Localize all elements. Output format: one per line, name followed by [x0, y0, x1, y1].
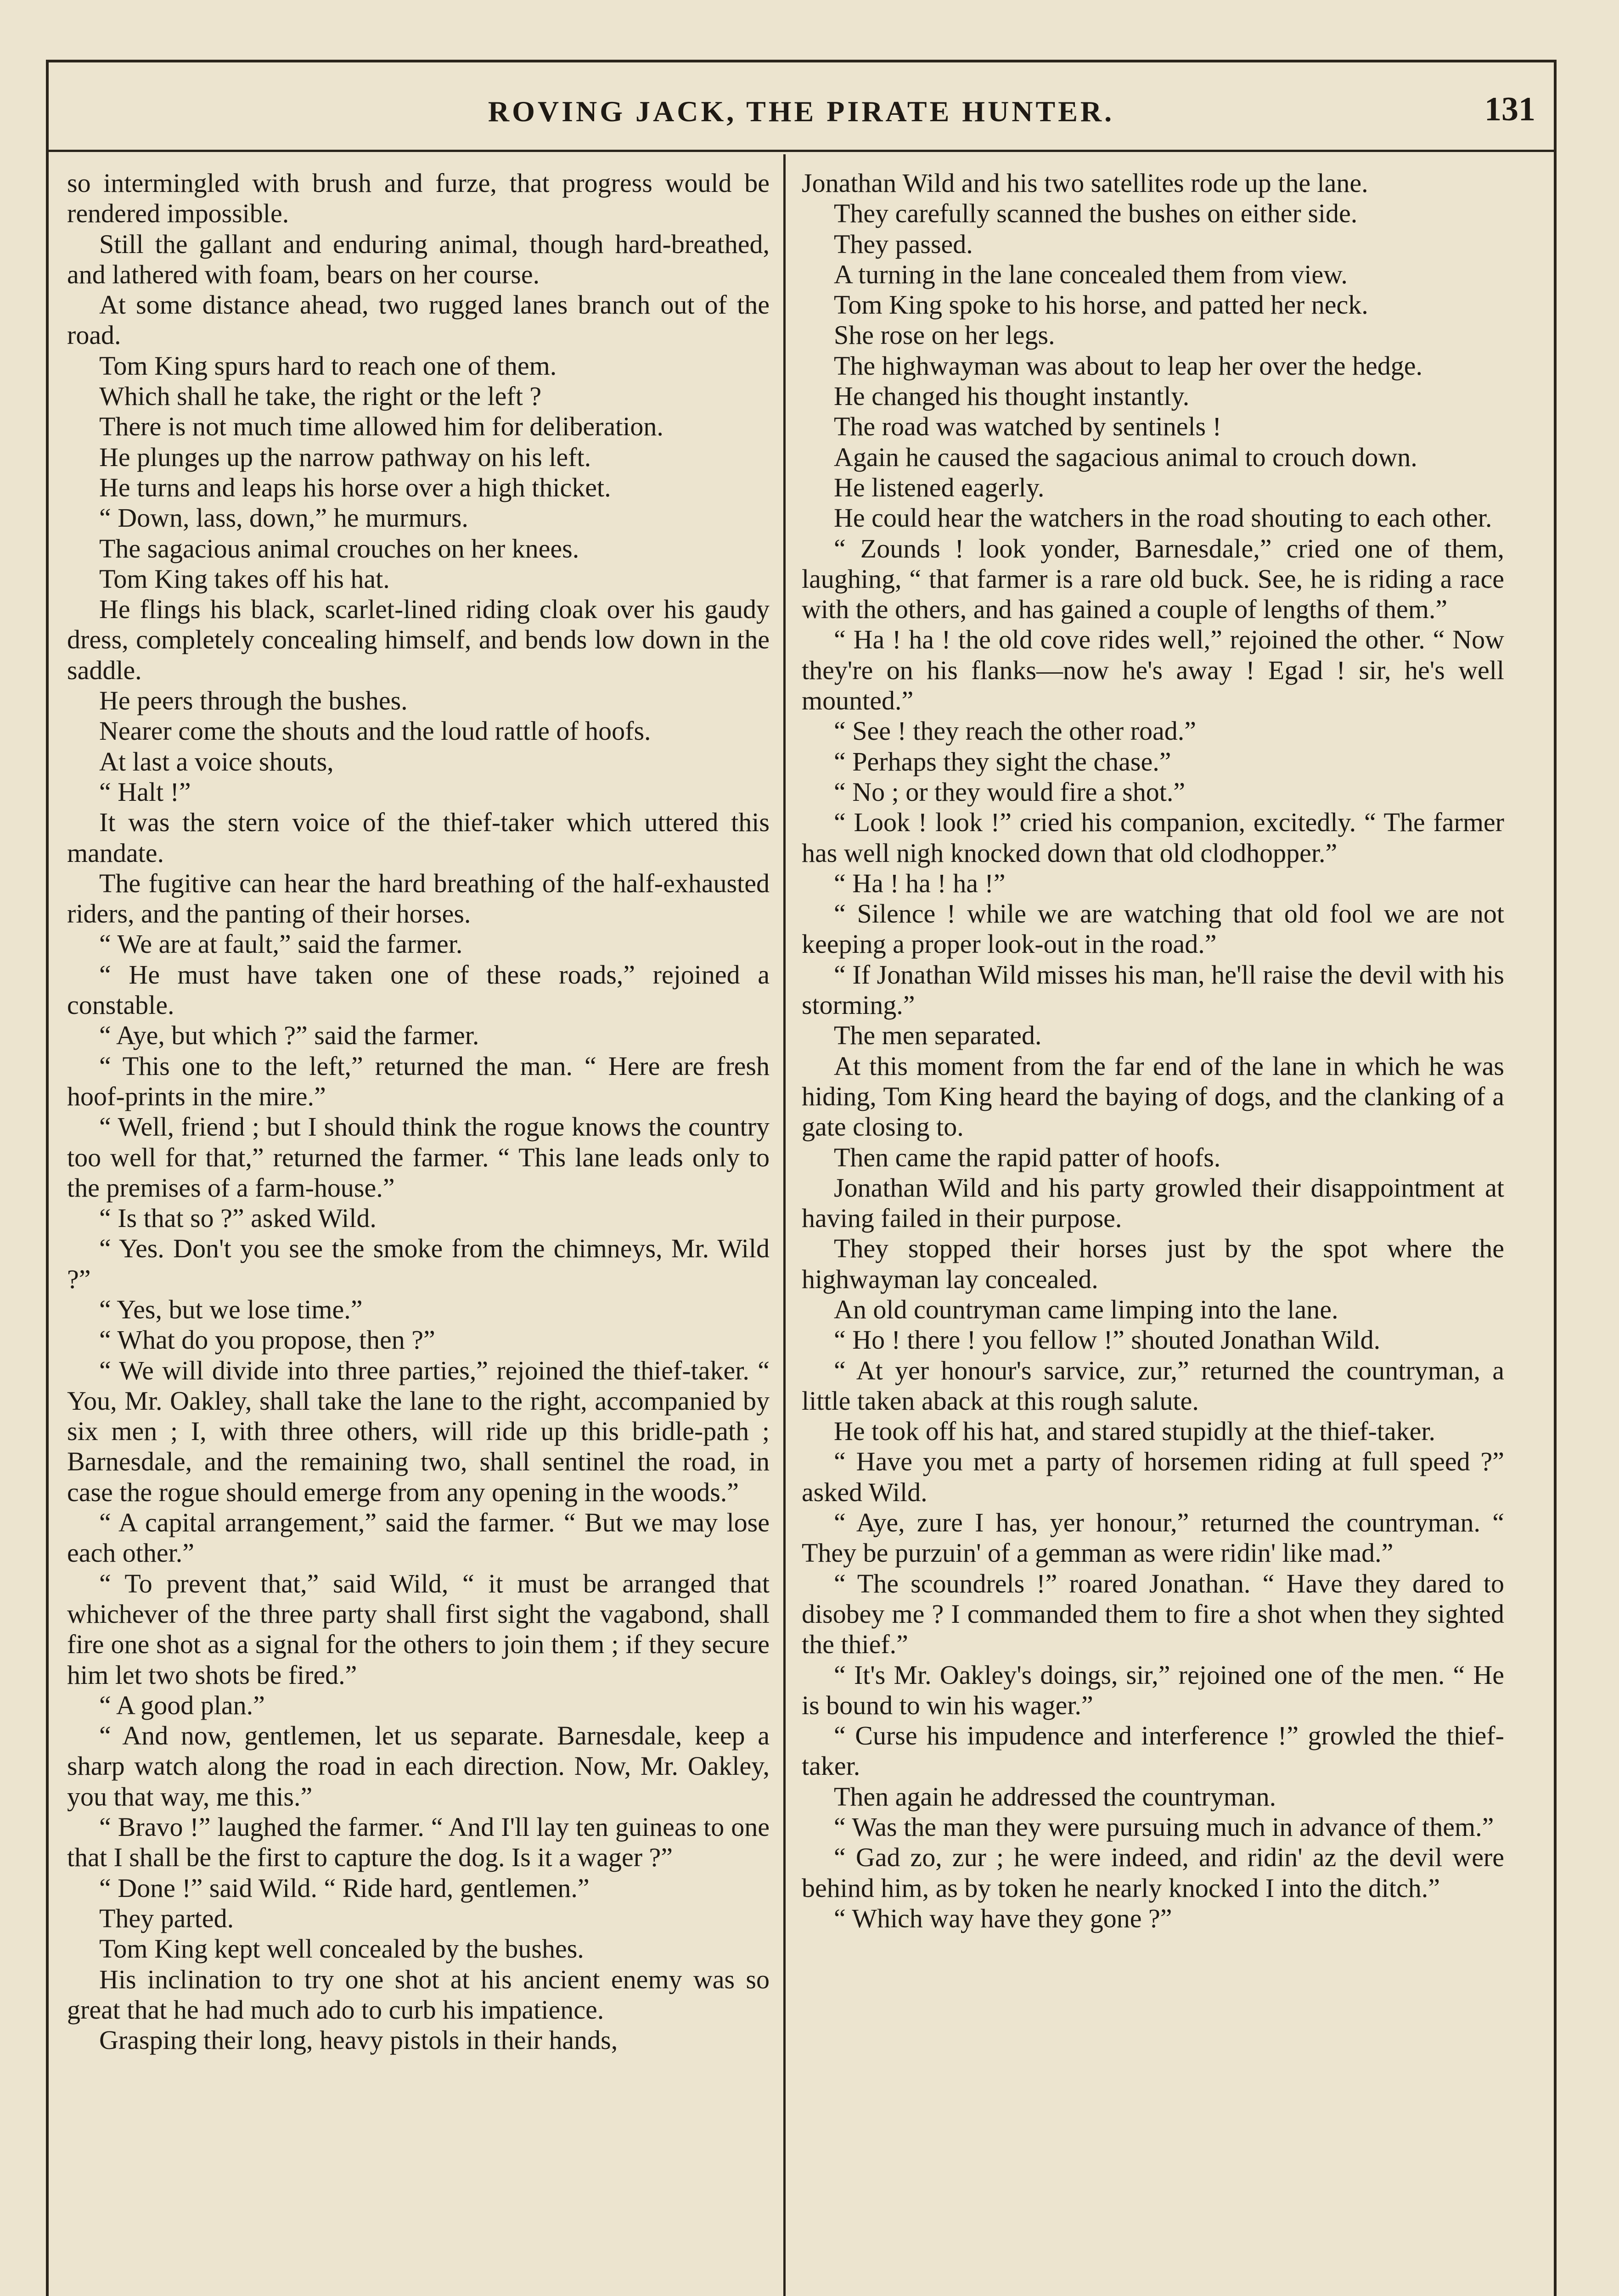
paragraph: “ Bravo !” laughed the farmer. “ And I'll lay ten guineas to one that I shall be the first to capture the dog. Is it a wager ?” [67, 1812, 770, 1873]
paragraph: They stopped their horses just by the spot where the highwayman lay concealed. [802, 1233, 1504, 1294]
paragraph: They parted. [99, 1903, 234, 1933]
paragraph: Jonathan Wild and his party growled their disappointment at having failed in their purpose. [802, 1172, 1504, 1233]
paragraph: Tom King takes off his hat. [99, 563, 390, 594]
paragraph: Grasping their long, heavy pistols in their hands, [99, 2025, 618, 2055]
paragraph: “ See ! they reach the other road.” [834, 716, 1197, 746]
paragraph: “ Have you met a party of horsemen riding at full speed ?” asked Wild. [802, 1446, 1504, 1507]
paragraph: “ What do you propose, then ?” [99, 1325, 435, 1355]
paragraph: Still the gallant and enduring animal, though hard-breathed, and lathered with foam, bears on her course. [67, 229, 770, 289]
paragraph: Again he caused the sagacious animal to crouch down. [834, 442, 1417, 472]
paragraph: “ Perhaps they sight the chase.” [834, 746, 1171, 777]
paragraph: He plunges up the narrow pathway on his left. [99, 442, 591, 472]
paragraph: “ We are at fault,” said the farmer. [99, 929, 463, 959]
column-divider [783, 154, 786, 2296]
paragraph: Tom King kept well concealed by the bushes. [99, 1934, 584, 1964]
paragraph: “ Look ! look !” cried his companion, excitedly. “ The farmer has well nigh knocked down that old clodhopper.” [802, 807, 1504, 868]
paragraph: They carefully scanned the bushes on either side. [834, 198, 1358, 229]
paragraph: “ Done !” said Wild. “ Ride hard, gentlemen.” [99, 1873, 590, 1903]
paragraph: “ And now, gentlemen, let us separate. Barnesdale, keep a sharp watch along the road in each direction. Now, Mr. Oakley, you that way, me this.” [67, 1721, 770, 1812]
paragraph: “ If Jonathan Wild misses his man, he'll raise the devil with his storming.” [802, 959, 1504, 1020]
paragraph: “ Zounds ! look yonder, Barnesdale,” cried one of them, laughing, “ that farmer is a rare old buck. See, he is riding a race with the others, and has gained a couple of lengths of them.” [802, 533, 1504, 625]
paragraph: “ No ; or they would fire a shot.” [834, 777, 1186, 807]
paragraph: A turning in the lane concealed them from view. [834, 259, 1348, 289]
paragraph: He could hear the watchers in the road shouting to each other. [834, 503, 1492, 533]
paragraph: Nearer come the shouts and the loud rattle of hoofs. [99, 716, 651, 746]
paragraph: The fugitive can hear the hard breathing of the half-exhausted riders, and the panting of their horses. [67, 868, 770, 929]
paragraph: “ Well, friend ; but I should think the rogue knows the country too well for that,” returned the farmer. “ This lane leads only to the premises of a farm-house.” [67, 1112, 770, 1203]
page-frame [46, 60, 1557, 2296]
paragraph: “ This one to the left,” returned the man. “ Here are fresh hoof-prints in the mire.” [67, 1051, 770, 1111]
paragraph: “ A capital arrangement,” said the farmer. “ But we may lose each other.” [67, 1508, 770, 1568]
paragraph: He took off his hat, and stared stupidly at the thief-taker. [834, 1416, 1436, 1446]
paragraph: The sagacious animal crouches on her knees. [99, 533, 579, 563]
paragraph: At this moment from the far end of the lane in which he was hiding, Tom King heard the baying of dogs, and the clanking of a gate closing to. [802, 1051, 1504, 1142]
page-number: 131 [1484, 90, 1535, 128]
paragraph: They passed. [834, 229, 973, 259]
paragraph: “ Aye, but which ?” said the farmer. [99, 1020, 479, 1051]
paragraph: “ At yer honour's sarvice, zur,” returned the countryman, a little taken aback at this rough salute. [802, 1355, 1504, 1416]
paragraph: “ Which way have they gone ?” [834, 1903, 1172, 1933]
paragraph: “ It's Mr. Oakley's doings, sir,” rejoined one of the men. “ He is bound to win his wager.” [802, 1660, 1504, 1720]
paragraph: “ The scoundrels !” roared Jonathan. “ Have they dared to disobey me ? I commanded them to fire a shot when they sighted the thief.” [802, 1568, 1504, 1660]
paragraph: It was the stern voice of the thief-taker which uttered this mandate. [67, 807, 770, 868]
paragraph: She rose on her legs. [834, 320, 1055, 350]
paragraph: “ Ha ! ha ! ha !” [834, 868, 1006, 898]
paragraph: The road was watched by sentinels ! [834, 411, 1221, 442]
paragraph: He peers through the bushes. [99, 686, 408, 716]
paragraph: Tom King spoke to his horse, and patted her neck. [834, 290, 1368, 320]
paragraph: “ To prevent that,” said Wild, “ it must be arranged that whichever of the three party shall first sight the vagabond, shall fire one shot as a signal for the others to join them ; if they secure him let two shots be fired.” [67, 1568, 770, 1690]
page-header [49, 62, 1554, 152]
right-column [802, 168, 1504, 2296]
paragraph: There is not much time allowed him for deliberation. [99, 411, 663, 442]
paragraph: He listened eagerly. [834, 472, 1045, 502]
paragraph: Then again he addressed the countryman. [834, 1781, 1276, 1812]
paragraph: “ Was the man they were pursuing much in advance of them.” [834, 1812, 1494, 1842]
paragraph: Jonathan Wild and his two satellites rode up the lane. [802, 168, 1368, 198]
paragraph: An old countryman came limping into the lane. [834, 1294, 1338, 1324]
paragraph: “ Ho ! there ! you fellow !” shouted Jonathan Wild. [834, 1325, 1381, 1355]
paragraph: “ Yes, but we lose time.” [99, 1294, 363, 1324]
paragraph: “ Silence ! while we are watching that old fool we are not keeping a proper look-out in the road.” [802, 899, 1504, 959]
paragraph: At last a voice shouts, [99, 746, 334, 777]
left-column [67, 168, 770, 2296]
paragraph: He flings his black, scarlet-lined riding cloak over his gaudy dress, completely concealing himself, and bends low down in the saddle. [67, 594, 770, 685]
paragraph: “ Halt !” [99, 777, 191, 807]
paragraph: “ Gad zo, zur ; he were indeed, and ridin' az the devil were behind him, as by token he nearly knocked I into the ditch.” [802, 1842, 1504, 1903]
paragraph: “ Is that so ?” asked Wild. [99, 1203, 377, 1233]
paragraph: He turns and leaps his horse over a high thicket. [99, 472, 611, 502]
paragraph: “ Ha ! ha ! the old cove rides well,” rejoined the other. “ Now they're on his flanks—now he's away ! Egad ! sir, he's well mounted.” [802, 625, 1504, 716]
paragraph: Then came the rapid patter of hoofs. [834, 1142, 1221, 1172]
paragraph: “ We will divide into three parties,” rejoined the thief-taker. “ You, Mr. Oakley, shall take the lane to the right, accompanied by six men ; I, with three others, will ride up this bridle-path ; Barnesdale, and the remaining two, shall sentinel the road, in case the rogue should emerge from any opening in the woods.” [67, 1355, 770, 1507]
paragraph: At some distance ahead, two rugged lanes branch out of the road. [67, 290, 770, 350]
paragraph: The men separated. [834, 1020, 1042, 1051]
paragraph: “ A good plan.” [99, 1690, 265, 1720]
paragraph: “ Curse his impudence and interference !” growled the thief-taker. [802, 1721, 1504, 1781]
running-title: ROVING JACK, THE PIRATE HUNTER. [488, 95, 1115, 128]
paragraph: He changed his thought instantly. [834, 381, 1190, 411]
paragraph: “ Aye, zure I has, yer honour,” returned the countryman. “ They be purzuin' of a gemman as were ridin' like mad.” [802, 1508, 1504, 1568]
paragraph: Which shall he take, the right or the left ? [99, 381, 542, 411]
paragraph: “ Down, lass, down,” he murmurs. [99, 503, 468, 533]
paragraph: The highwayman was about to leap her over the hedge. [834, 350, 1423, 381]
paragraph: “ He must have taken one of these roads,” rejoined a constable. [67, 959, 770, 1020]
paragraph: His inclination to try one shot at his ancient enemy was so great that he had much ado to curb his impatience. [67, 1964, 770, 2025]
paragraph: Tom King spurs hard to reach one of them. [99, 350, 557, 381]
paragraph: so intermingled with brush and furze, that progress would be rendered impossible. [67, 168, 770, 229]
paragraph: “ Yes. Don't you see the smoke from the chimneys, Mr. Wild ?” [67, 1233, 770, 1294]
